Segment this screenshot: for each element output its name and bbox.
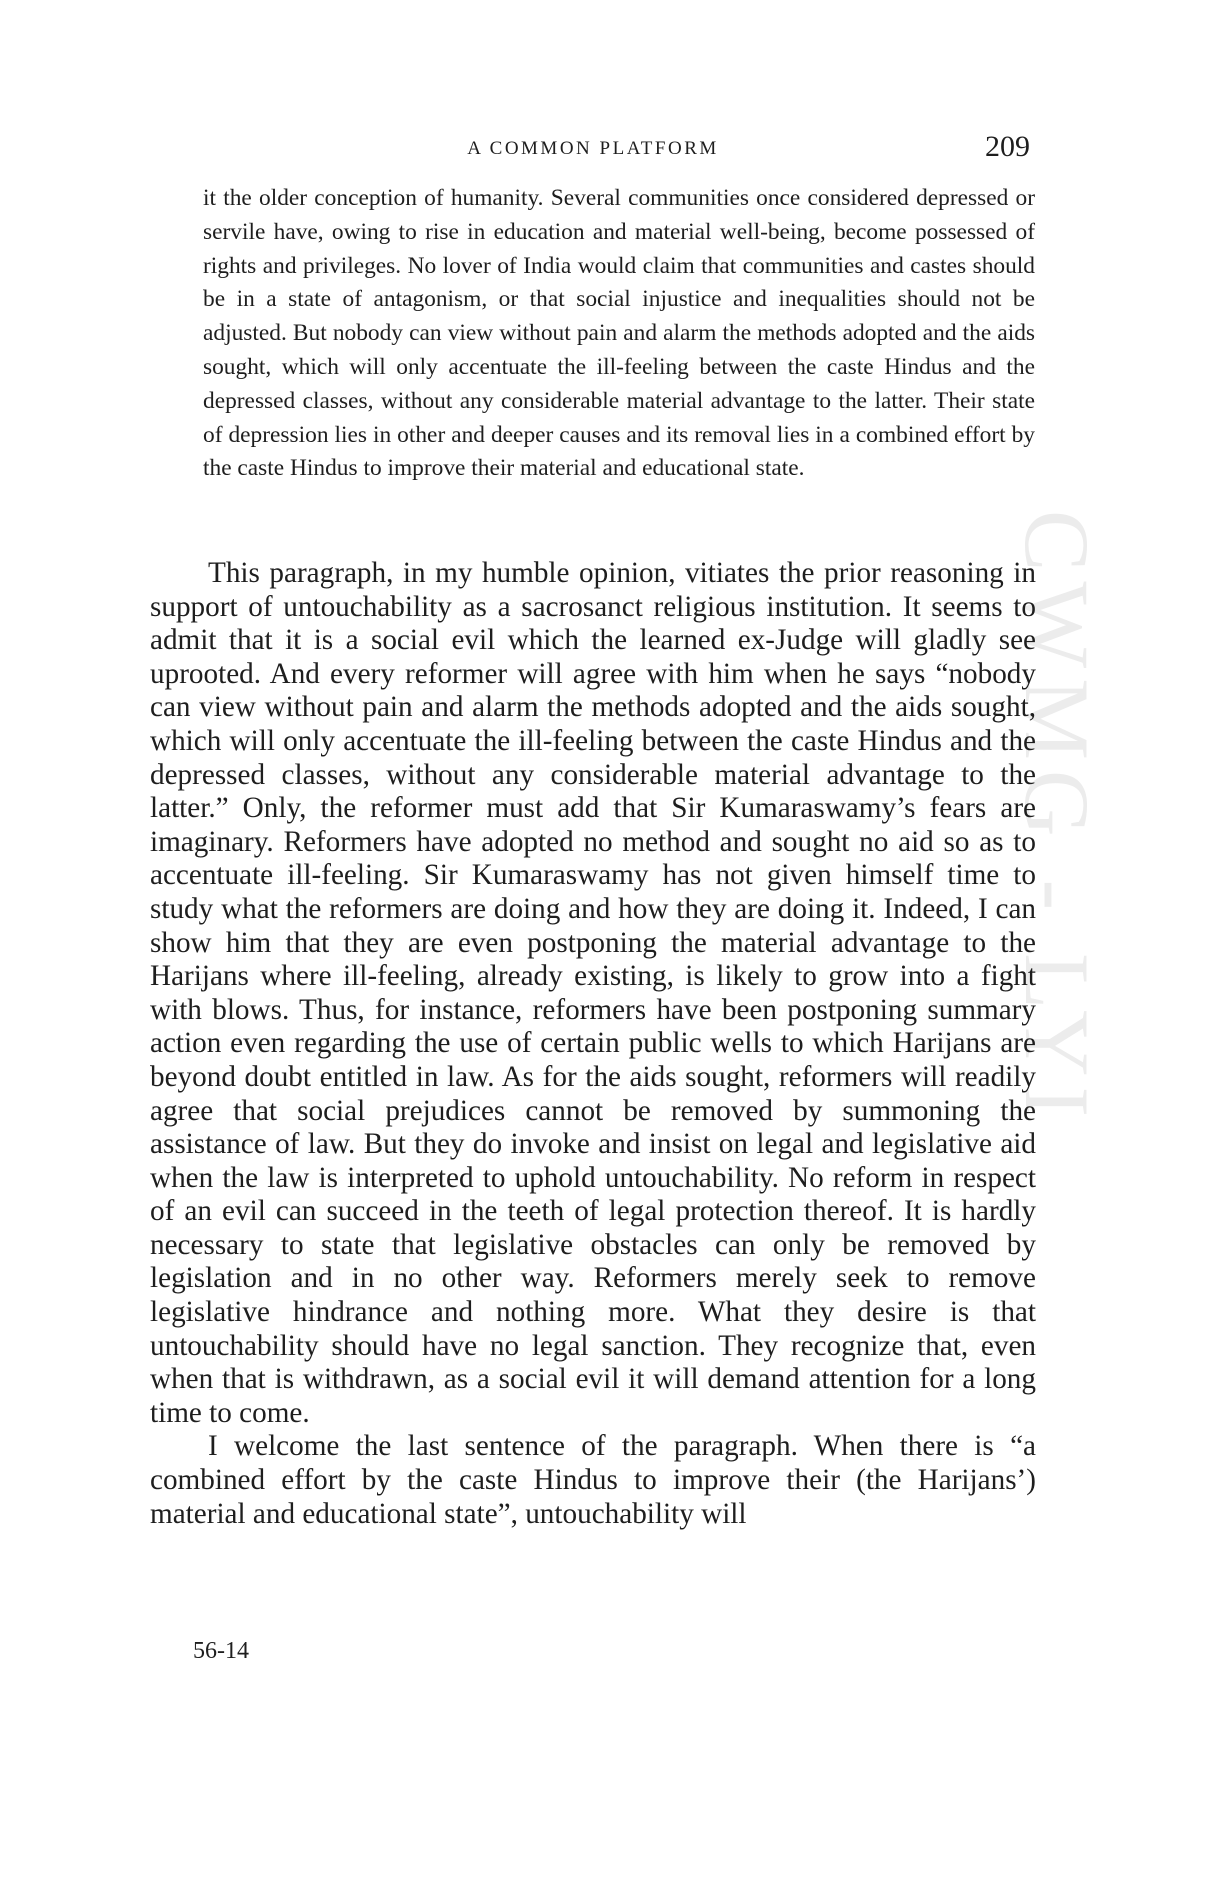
page-number: 209 [985,130,1030,163]
block-quote: it the older conception of humanity. Several communities once considered depressed or servile have, owing to rise in education and material well-being, become possessed of rights and privileges. No lover of India would claim that communities and castes should be in a state of antagonism, or that social injustice and inequalities should not be adjusted. But nobody can view without pain and alarm the methods adopted and the aids sought, which will only accentuate the ill-feeling between the caste Hindus and the depressed classes, without any considerable material advantage to the latter. Their state of depression lies in other and deeper causes and its removal lies in a combined effort by the caste Hindus to improve their material and educational state. [203,185,1035,482]
body-paragraph: This paragraph, in my humble opinion, vitiates the prior reasoning in support of untouchability as a sacrosanct religious institution. It seems to admit that it is a social evil which the learned ex-Judge will gladly see uprooted. And every reformer will agree with him when he says “nobody can view without pain and alarm the methods adopted and the aids sought, which will only accentuate the ill-feeling between the caste Hindus and the depressed classes, without any considerable material advantage to the latter.” Only, the reformer must add that Sir Kumaraswamy’s fears are imaginary. Reformers have adopted no method and sought no aid so as to accentuate ill-feeling. Sir Kumaraswamy has not given himself time to study what the reformers are doing and how they are doing it. Indeed, I can show him that they are even postponing the material advantage to the Harijans where ill-feeling, already existing, is likely to grow into a fight with blows. Thus, for instance, reformers have been postponing summary action even regarding the use of certain public wells to which Harijans are beyond doubt entitled in law. As for the aids sought, reformers will readily agree that social prejudices cannot be removed by summoning the assistance of law. But they do invoke and insist on legal and legislative aid when the law is interpreted to uphold untouchability. No reform in respect of an evil can succeed in the teeth of legal protection thereof. It is hardly necessary to state that legislative obstacles can only be removed by legislation and in no other way. Reformers merely seek to remove legislative hindrance and nothing more. What they desire is that untouchability should have no legal sanction. They recognize that, even when that is withdrawn, as a social evil it will demand attention for a long time to come. [150,557,1036,1429]
running-head: A COMMON PLATFORM [467,138,719,159]
body-text [150,557,1036,1531]
body-paragraph: I welcome the last sentence of the paragraph. When there is “a combined effort by the caste Hindus to improve their (the Harijans’) material and educational state”, untouchability will [150,1430,1036,1530]
watermark: CWMG - LYI [1006,510,1108,1128]
page-header [150,130,1036,170]
signature-mark: 56-14 [193,1638,249,1664]
